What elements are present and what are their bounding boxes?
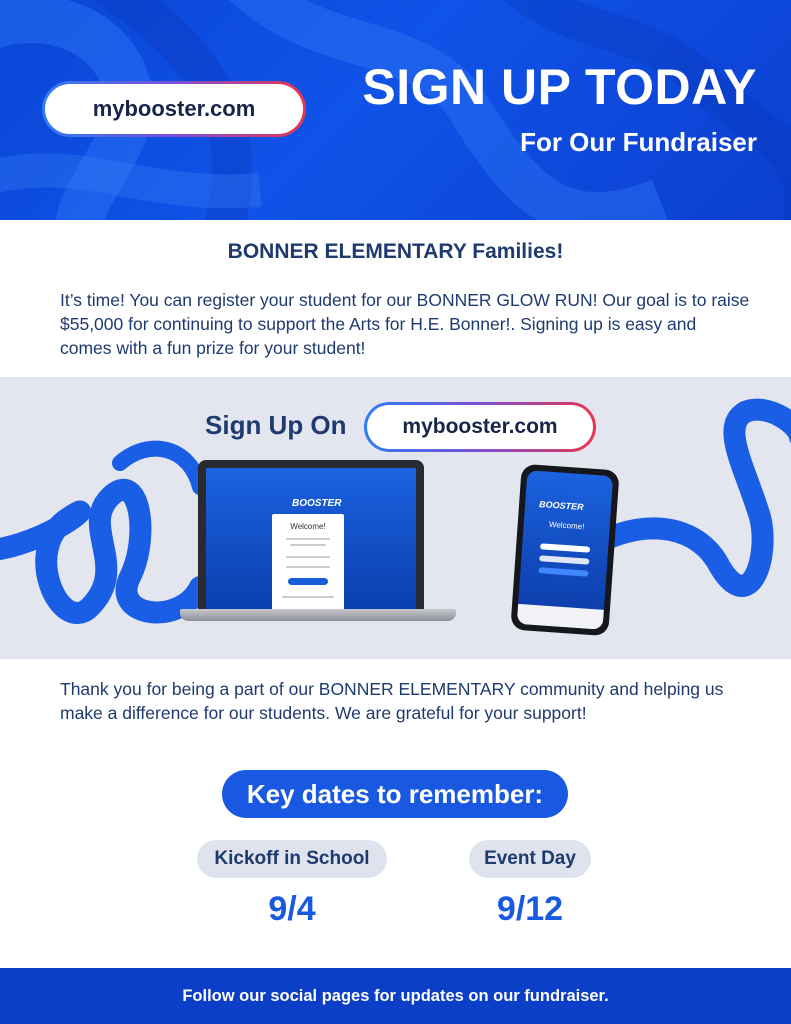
mybooster-logo-pill[interactable] [42,81,306,137]
signup-site-text: mybooster.com [367,405,593,449]
phone-field [539,555,589,564]
families-greeting: BONNER ELEMENTARY Families! [227,240,564,263]
placeholder-line [290,544,326,546]
date-label-kickoff: Kickoff in School [197,840,387,878]
key-dates-title: Key dates to remember: [222,770,568,818]
phone-mockup [510,464,619,636]
laptop-brand: BOOSTER [292,498,342,509]
laptop-welcome: Welcome! [290,522,326,531]
placeholder-line [286,556,330,558]
footer-banner [0,968,791,1024]
subheadline: For Our Fundraiser [520,127,757,157]
phone-login-button [538,567,588,576]
date-value-kickoff: 9/4 [268,890,316,928]
header-banner [0,0,791,220]
intro-paragraph: It’s time! You can register your student for our BONNER GLOW RUN! Our goal is to raise $55,000 for continuing to support the Arts for H.E. Bonner!. Signing up is easy and comes with a fun prize for your student! [60,290,750,358]
headline: SIGN UP TODAY [362,59,757,115]
laptop-base [180,609,456,621]
laptop-mockup [198,460,424,620]
logo-text: mybooster.com [45,84,303,134]
phone-welcome: Welcome! [548,519,585,532]
phone-bottom-bar [517,604,604,630]
phone-screen [517,470,614,630]
placeholder-line [282,596,334,598]
phone-field [540,543,590,552]
laptop-screen [206,468,416,610]
laptop-login-card [272,514,344,610]
placeholder-line [286,538,330,540]
date-value-event-day: 9/12 [496,890,564,928]
footer-text: Follow our social pages for updates on our fundraiser. [182,986,609,1005]
signup-label: Sign Up On [205,410,347,440]
thanks-paragraph: Thank you for being a part of our BONNER ELEMENTARY community and helping us make a difference for our students. We are grateful for your support! [60,679,724,723]
placeholder-line [286,566,330,568]
phone-brand: BOOSTER [538,499,584,513]
laptop-login-button [288,578,328,585]
date-label-event-day: Event Day [469,840,591,878]
signup-site-pill[interactable] [364,402,596,452]
